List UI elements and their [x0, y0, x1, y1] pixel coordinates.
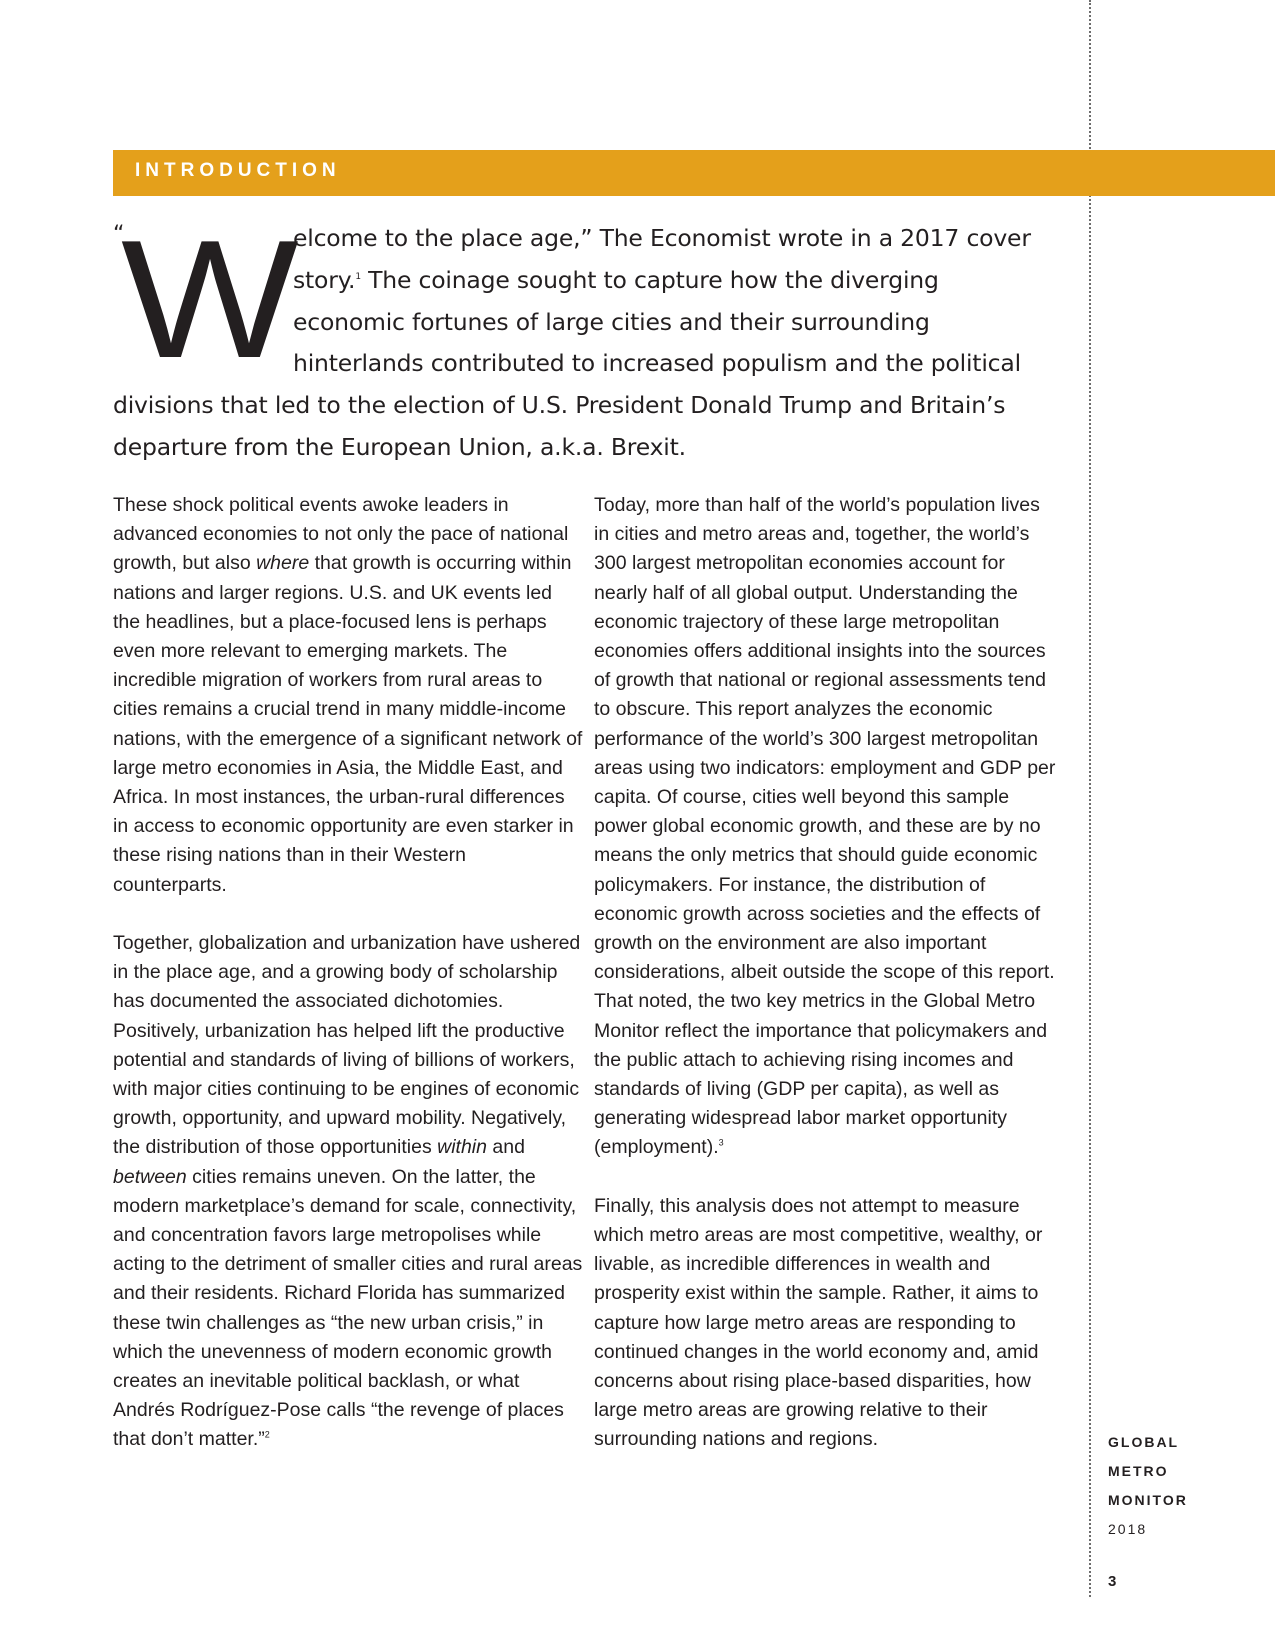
sidebar-year: 2018	[1108, 1521, 1148, 1537]
sidebar-line-global: GLOBAL	[1108, 1434, 1180, 1450]
sidebar-line-metro: METRO	[1108, 1463, 1169, 1479]
left-paragraph-2	[113, 929, 583, 1455]
drop-cap: W	[121, 205, 292, 393]
right-paragraph-1	[594, 491, 1056, 1163]
left-p2-text-c: cities remains uneven. On the latter, the modern marketplace’s demand for scale, connectivity, and concentration favors large metropolises while acting to the detriment of smaller cities and rural areas and their residents. Richard Florida has summarized these twin challenges as “the new urban crisis,” in which the unevenness of modern economic growth creates an inevitable political backlash, or what Andrés Rodríguez-Pose calls “the revenge of places that don’t matter.”	[113, 1165, 583, 1451]
right-p1-text: Today, more than half of the world’s population lives in cities and metro areas and, together, the world’s 300 largest metropolitan economies account for nearly half of all global output. Understanding the economic trajectory of these large metropolitan economies offers additional insights into the sources of growth that national or regional assessments tend to obscure. This report analyzes the economic performance of the world’s 300 largest metropolitan areas using two indicators: employment and GDP per capita. Of course, cities well beyond this sample power global economic growth, and these are by no means the only metrics that should guide economic policymakers. For instance, the distribution of economic growth across societies and the effects of growth on the environment are also important considerations, albeit outside the scope of this report. That noted, the two key metrics in the Global Metro Monitor reflect the importance that policymakers and the public attach to achieving rising incomes and standards of living (GDP per capita), as well as generating widespread labor market opportunity (employment).	[594, 494, 1056, 1159]
right-column	[594, 491, 1056, 1484]
left-p2-emphasis-within: within	[437, 1136, 487, 1159]
left-column	[113, 491, 583, 1484]
left-p1-text-b: that growth is occurring within nations and larger regions. U.S. and UK events led the headlines, but a place-focused lens is perhaps even more relevant to emerging markets. The incredible migration of workers from rural areas to cities remains a crucial trend in many middle-income nations, with the emergence of a significant network of large metro economies in Asia, the Middle East, and Africa. In most instances, the urban-rural differences in access to economic opportunity are even starker in these rising nations than in their Western counterparts.	[113, 552, 583, 896]
intro-paragraph	[113, 205, 1048, 469]
right-p2-text: Finally, this analysis does not attempt to measure which metro areas are most competitive, wealthy, or livable, as incredible differences in wealth and prosperity exist within the sample. Rather, it aims to capture how large metro areas are responding to continued changes in the world economy and, amid concerns about rising place-based disparities, how large metro areas are growing relative to their surrounding nations and regions.	[594, 1194, 1043, 1451]
left-p1-emphasis: where	[256, 552, 310, 575]
sidebar-line-monitor: MONITOR	[1108, 1492, 1188, 1508]
publication-sidebar	[1108, 1428, 1188, 1544]
footnote-ref-2[interactable]: 2	[264, 1429, 270, 1440]
left-p2-text-b: and	[486, 1136, 525, 1159]
intro-text-part1: elcome to the place age,” The Economist wrote in a 2017 cover story.	[293, 224, 1031, 294]
footnote-ref-3[interactable]: 3	[718, 1137, 724, 1148]
left-paragraph-1	[113, 491, 583, 900]
intro-text-part2: The coinage sought to capture how the diverging economic fortunes of large cities and their surrounding hinterlands contributed to increased populism and the political divisions that led to the election of U.S. President Donald Trump and Britain’s departure from the European Union, a.k.a. Brexit.	[113, 265, 1021, 461]
intro-open-quote: “	[113, 222, 125, 247]
footnote-ref-1[interactable]: 1	[355, 271, 361, 282]
page-number: 3	[1108, 1573, 1117, 1590]
dotted-margin-rule	[1089, 0, 1091, 1597]
right-paragraph-2	[594, 1192, 1056, 1455]
section-title: INTRODUCTION	[135, 160, 341, 181]
left-p1-text-a: These shock political events awoke leaders in advanced economies to not only the pace of national growth, but also	[113, 494, 569, 575]
left-p2-text-a: Together, globalization and urbanization have ushered in the place age, and a growing body of scholarship has documented the associated dichotomies. Positively, urbanization has helped lift the productive potential and standards of living of billions of workers, with major cities continuing to be engines of economic growth, opportunity, and upward mobility. Negatively, the distribution of those opportunities	[113, 932, 581, 1159]
section-header-bar	[113, 150, 1275, 196]
left-p2-emphasis-between: between	[113, 1165, 187, 1188]
